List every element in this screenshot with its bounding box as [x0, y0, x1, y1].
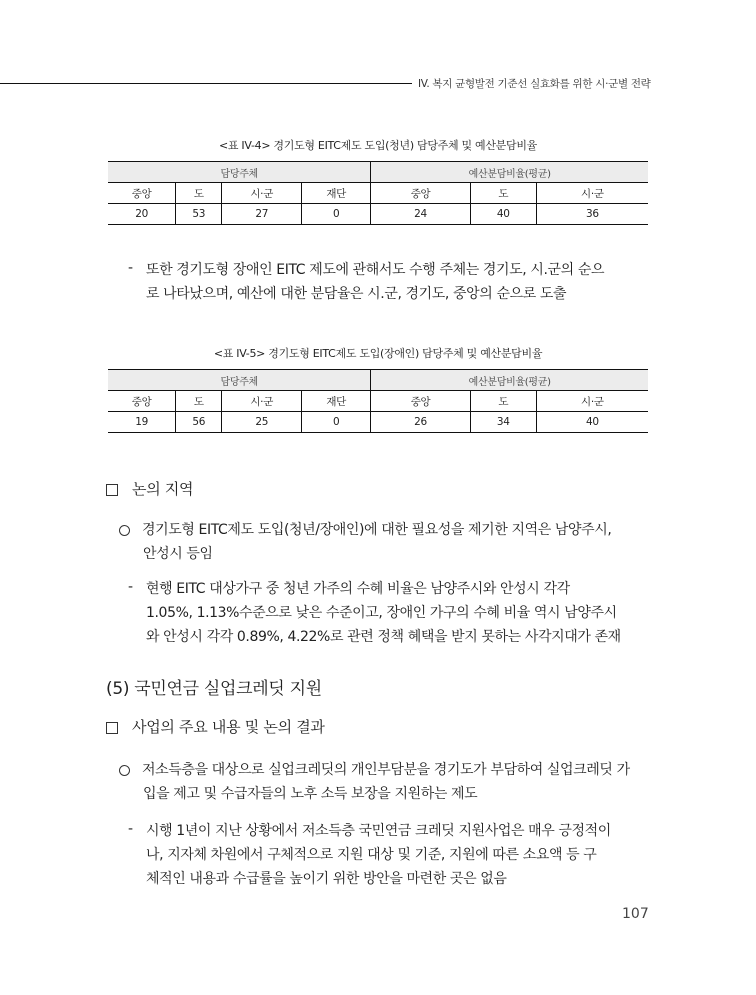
- table5-sub-header: 시·군: [222, 391, 302, 412]
- table5-caption: <표 IV-5> 경기도형 EITC제도 도입(장애인) 담당주체 및 예산분담비율: [213, 347, 543, 360]
- table5-cell: 56: [176, 412, 222, 433]
- text-line: 입을 제고 및 수급자들의 노후 소득 보장을 지원하는 제도: [143, 786, 478, 802]
- table4-sub-header: 중앙: [371, 183, 470, 204]
- text-line: 나, 지자체 차원에서 구체적으로 지원 대상 및 기준, 지원에 따른 소요액 등 구: [146, 847, 597, 863]
- table4-caption: <표 IV-4> 경기도형 EITC제도 도입(청년) 담당주체 및 예산분담비율: [218, 139, 537, 152]
- table4-cell: 53: [176, 204, 222, 225]
- dash-marker: -: [128, 260, 134, 276]
- circle-bullet-icon: [119, 525, 130, 536]
- table4-sub-header: 도: [470, 183, 536, 204]
- text-line: [119, 758, 654, 782]
- text-line: 현행 EITC 대상가구 중 청년 가주의 수혜 비율은 남양주시와 안성시 각각: [146, 581, 570, 597]
- table5: [108, 369, 648, 433]
- table4-cell: 40: [470, 204, 536, 225]
- header-rule: [0, 83, 412, 84]
- section-title: 사업의 주요 내용 및 논의 결과: [132, 718, 325, 736]
- table4-sub-header: 시·군: [536, 183, 648, 204]
- text-line: 로 나타났으며, 예산에 대한 분담율은 시.군, 경기도, 중앙의 순으로 도출: [146, 286, 567, 302]
- table5-sub-header: 도: [470, 391, 536, 412]
- results-item: [119, 758, 654, 806]
- table4-sub-header: 도: [176, 183, 222, 204]
- table4-cell: 20: [108, 204, 176, 225]
- table5-sub-header: 도: [176, 391, 222, 412]
- table4-cell: 36: [536, 204, 648, 225]
- table5-sub-header: 재단: [302, 391, 371, 412]
- table5-cell: 34: [470, 412, 536, 433]
- page-number: 107: [622, 906, 649, 922]
- discussion-sub-item: [146, 577, 651, 649]
- square-bullet-icon: [106, 722, 118, 734]
- table4-sub-header: 중앙: [108, 183, 176, 204]
- section-discussion-heading: [106, 478, 193, 499]
- results-sub-item: [146, 819, 651, 891]
- section-5-heading: (5) 국민연금 실업크레딧 지원: [106, 679, 322, 699]
- text-line-content: 저소득층을 대상으로 실업크레딧의 개인부담분을 경기도가 부담하여 실업크레딧 가: [142, 762, 630, 778]
- text-line: 와 안성시 각각 0.89%, 4.22%로 관련 정책 혜택을 받지 못하는 사각지대가 존재: [146, 629, 621, 645]
- text-line: 또한 경기도형 장애인 EITC 제도에 관해서도 수행 주체는 경기도, 시.군의 순으: [146, 262, 605, 278]
- text-line: [119, 518, 654, 542]
- table4-cell: 27: [222, 204, 302, 225]
- circle-bullet-icon: [119, 765, 130, 776]
- dash-marker: -: [128, 579, 134, 595]
- paragraph-eitc-disabled: [146, 258, 651, 306]
- running-head: IV. 복지 균형발전 기준선 실효화를 위한 시·군별 전략: [418, 78, 651, 90]
- table4-group-header: 예산분담비율(평균): [371, 162, 648, 183]
- table5-group-header: 예산분담비율(평균): [371, 370, 648, 391]
- square-bullet-icon: [106, 484, 118, 496]
- text-line: 안성시 등임: [143, 546, 213, 562]
- section-title: 논의 지역: [132, 480, 194, 498]
- table5-sub-header: 중앙: [108, 391, 176, 412]
- text-line: 1.05%, 1.13%수준으로 낮은 수준이고, 장애인 가구의 수혜 비율 역시 남양주시: [146, 605, 617, 621]
- table5-cell: 19: [108, 412, 176, 433]
- text-line: 체적인 내용과 수급률을 높이기 위한 방안을 마련한 곳은 없음: [146, 871, 507, 887]
- table5-sub-header: 중앙: [371, 391, 470, 412]
- table4: [108, 161, 648, 225]
- table4-sub-header: 시·군: [222, 183, 302, 204]
- table5-sub-header: 시·군: [536, 391, 648, 412]
- table4-cell: 24: [371, 204, 470, 225]
- table4-sub-header: 재단: [302, 183, 371, 204]
- table5-cell: 40: [536, 412, 648, 433]
- table5-group-header: 담당주체: [108, 370, 371, 391]
- dash-marker: -: [128, 821, 134, 837]
- table5-cell: 0: [302, 412, 371, 433]
- text-line: 시행 1년이 지난 상황에서 저소득층 국민연금 크레딧 지원사업은 매우 긍정적이: [146, 823, 611, 839]
- discussion-item: [119, 518, 654, 566]
- table4-cell: 0: [302, 204, 371, 225]
- table4-group-header: 담당주체: [108, 162, 371, 183]
- text-line-content: 경기도형 EITC제도 도입(청년/장애인)에 대한 필요성을 제기한 지역은 남양주시,: [142, 522, 612, 538]
- table5-cell: 25: [222, 412, 302, 433]
- section-results-heading: [106, 716, 325, 737]
- table5-cell: 26: [371, 412, 470, 433]
